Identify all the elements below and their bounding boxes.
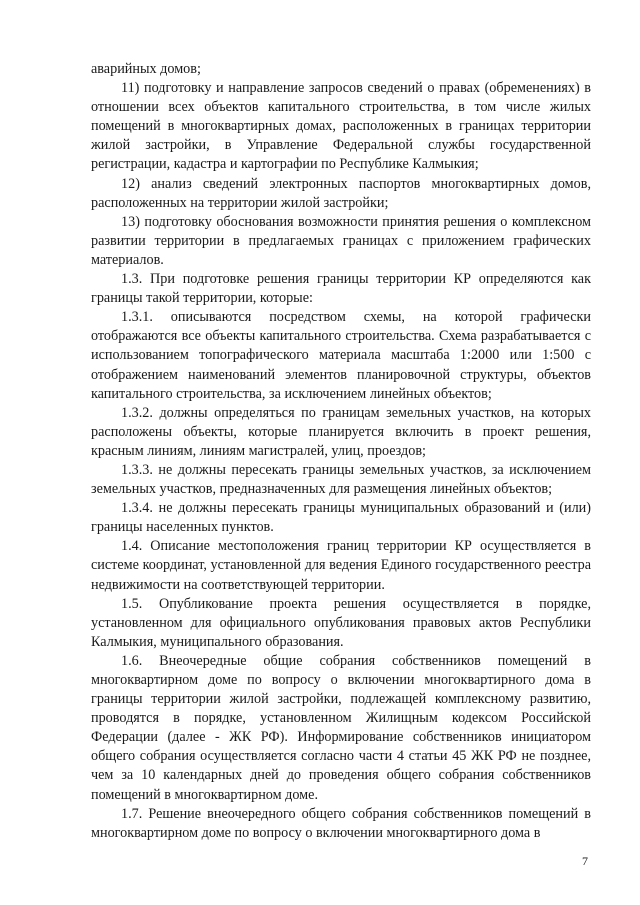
paragraph-1-6: 1.6. Внеочередные общие собрания собственников помещений в многоквартирном доме по вопросу о включении многоквартирного дома в границы территории жилой застройки, подлежащей комплексному развитию, проводятся в порядке, установленном Жилищным кодексом Российской Федерации (далее - ЖК РФ). Информирование собственников инициатором общего собрания осуществляется согласно части 4 статьи 45 ЖК РФ не позднее, чем за 10 календарных дней до проведения общего собрания собственников помещений в многоквартирном доме. [91,652,591,803]
paragraph-item-12: 12) анализ сведений электронных паспортов многоквартирных домов, расположенных на территории жилой застройки; [91,175,591,211]
paragraph-1-3-4: 1.3.4. не должны пересекать границы муниципальных образований и (или) границы населенных пунктов. [91,500,591,536]
document-body [91,60,591,843]
paragraph-continuation: аварийных домов; [91,61,201,77]
paragraph-1-3-3: 1.3.3. не должны пересекать границы земельных участков, за исключением земельных участков, предназначенных для размещения линейных объектов; [91,461,591,498]
paragraph-1-4: 1.4. Описание местоположения границ территории КР осуществляется в системе координат, установленной для ведения Единого государственного реестра недвижимости на соответствующей территории. [91,538,591,593]
paragraph-item-11: 11) подготовку и направление запросов сведений о правах (обременениях) в отношении всех объектов капитального строительства, в том числе жилых помещений в многоквартирных домах, расположенных в границах территории жилой застройки, в Управление Федеральной службы государственной регистрации, кадастра и картографии по Республике Калмыкия; [91,80,591,173]
paragraph-1-3-1: 1.3.1. описываются посредством схемы, на которой графически отображаются все объекты капитального строительства. Схема разрабатывается с использованием топографического материала масштаба 1:2000 или 1:500 с отображением наименований элементов планировочной структуры, объектов капитального строительства, за исключением линейных объектов; [91,309,591,402]
paragraph-1-5: 1.5. Опубликование проекта решения осуществляется в порядке, установленном для официального опубликования правовых актов Республики Калмыкия, муниципального образования. [91,595,591,650]
paragraph-1-7: 1.7. Решение внеочередного общего собрания собственников помещений в многоквартирном доме по вопросу о включении многоквартирного дома в [91,805,591,841]
paragraph-1-3: 1.3. При подготовке решения границы территории КР определяются как границы такой территории, которые: [91,271,591,307]
paragraph-1-3-2: 1.3.2. должны определяться по границам земельных участков, на которых расположены объекты, которые планируется включить в проект решения, красным линиям, линиям магистралей, улиц, проездов; [91,404,591,459]
paragraph-item-13: 13) подготовку обоснования возможности принятия решения о комплексном развитии территории в предлагаемых границах с приложением графических материалов. [91,213,591,268]
page-number: 7 [582,854,588,868]
